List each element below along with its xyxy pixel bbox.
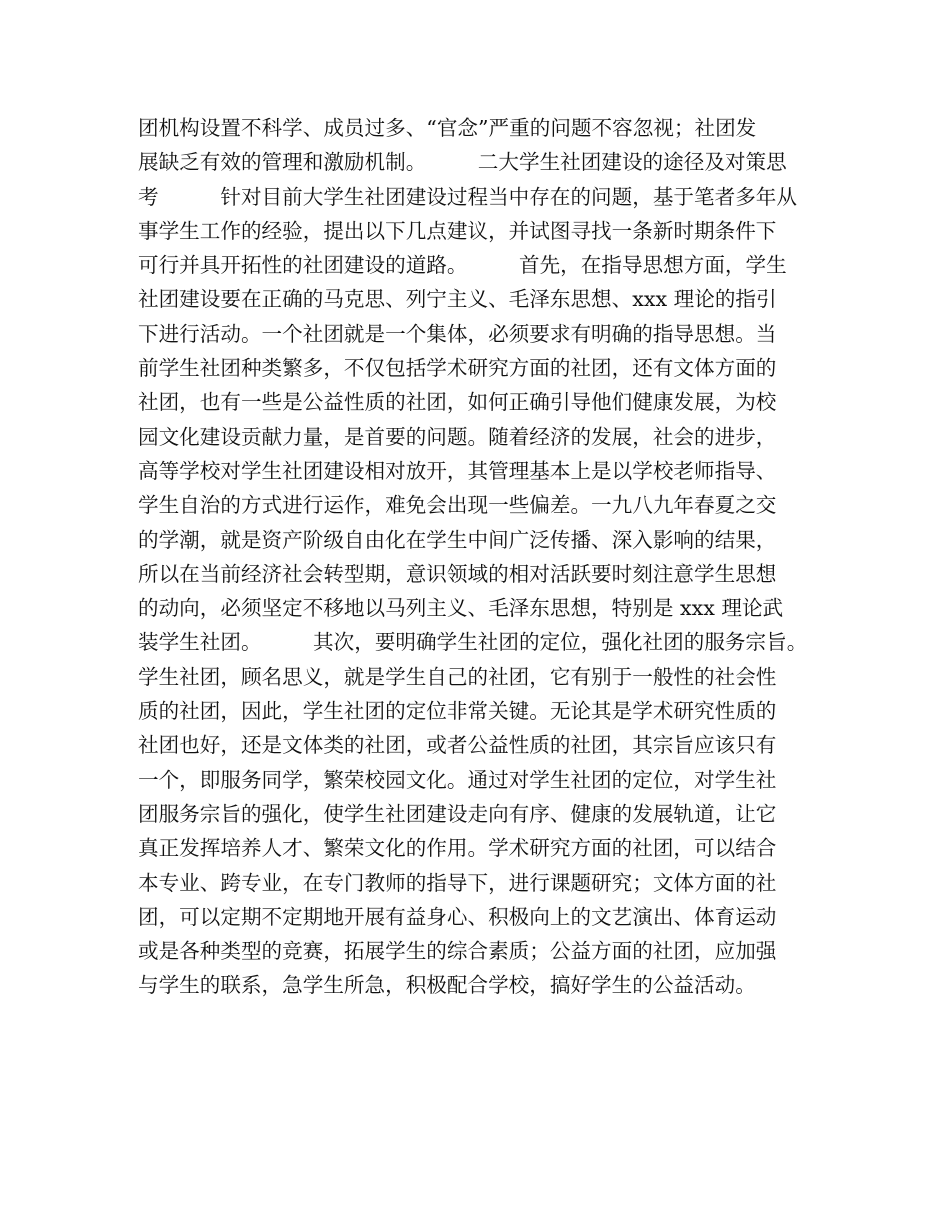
text-line: 本专业、跨专业，在专门教师的指导下，进行课题研究；文体方面的社 (138, 870, 777, 895)
text-line: 所以在当前经济社会转型期，意识领域的相对活跃要时刻注意学生思想 (138, 561, 777, 586)
text-line: 学生自治的方式进行运作，难免会出现一些偏差。一九八九年春夏之交 (138, 493, 777, 518)
text-line: 展缺乏有效的管理和激励机制。 二大学生社团建设的途径及对策思 (138, 150, 787, 175)
text-line: 下进行活动。一个社团就是一个集体，必须要求有明确的指导思想。当 (138, 321, 777, 346)
text-line: 的学潮，就是资产阶级自由化在学生中间广泛传播、深入影响的结果， (138, 527, 777, 552)
text-line: 高等学校对学生社团建设相对放开，其管理基本上是以学校老师指导、 (138, 458, 777, 483)
text-line: 装学生社团。 其次，要明确学生社团的定位，强化社团的服务宗旨。 (138, 630, 808, 655)
text-line: 前学生社团种类繁多，不仅包括学术研究方面的社团，还有文体方面的 (138, 356, 777, 381)
text-line: 考 针对目前大学生社团建设过程当中存在的问题，基于笔者多年从 (138, 184, 797, 209)
text-line: 或是各种类型的竞赛，拓展学生的综合素质；公益方面的社团，应加强 (138, 939, 777, 964)
text-line: 一个，即服务同学，繁荣校园文化。通过对学生社团的定位，对学生社 (138, 767, 777, 792)
text-line: 团服务宗旨的强化，使学生社团建设走向有序、健康的发展轨道，让它 (138, 801, 777, 826)
text-line: 社团建设要在正确的马克思、列宁主义、毛泽东思想、xxx 理论的指引 (138, 287, 777, 312)
text-line: 社团也好，还是文体类的社团，或者公益性质的社团，其宗旨应该只有 (138, 733, 777, 758)
text-line: 园文化建设贡献力量，是首要的问题。随着经济的发展，社会的进步， (138, 424, 777, 449)
text-line: 学生社团，顾名思义，就是学生自己的社团，它有别于一般性的社会性 (138, 664, 777, 689)
text-line: 与学生的联系，急学生所急，积极配合学校，搞好学生的公益活动。 (138, 973, 756, 998)
text-line: 事学生工作的经验，提出以下几点建议，并试图寻找一条新时期条件下 (138, 218, 777, 243)
text-line: 社团，也有一些是公益性质的社团，如何正确引导他们健康发展，为校 (138, 390, 777, 415)
text-line: 可行并具开拓性的社团建设的道路。 首先，在指导思想方面，学生 (138, 253, 787, 278)
text-line: 团，可以定期不定期地开展有益身心、积极向上的文艺演出、体育运动 (138, 904, 777, 929)
text-line: 质的社团，因此，学生社团的定位非常关键。无论其是学术研究性质的 (138, 699, 777, 724)
text-line: 真正发挥培养人才、繁荣文化的作用。学术研究方面的社团，可以结合 (138, 836, 777, 861)
text-line: 的动向，必须坚定不移地以马列主义、毛泽东思想，特别是 xxx 理论武 (138, 596, 784, 621)
text-line: 团机构设置不科学、成员过多、“官念”严重的问题不容忽视；社团发 (138, 116, 757, 140)
body-text (138, 111, 838, 1003)
